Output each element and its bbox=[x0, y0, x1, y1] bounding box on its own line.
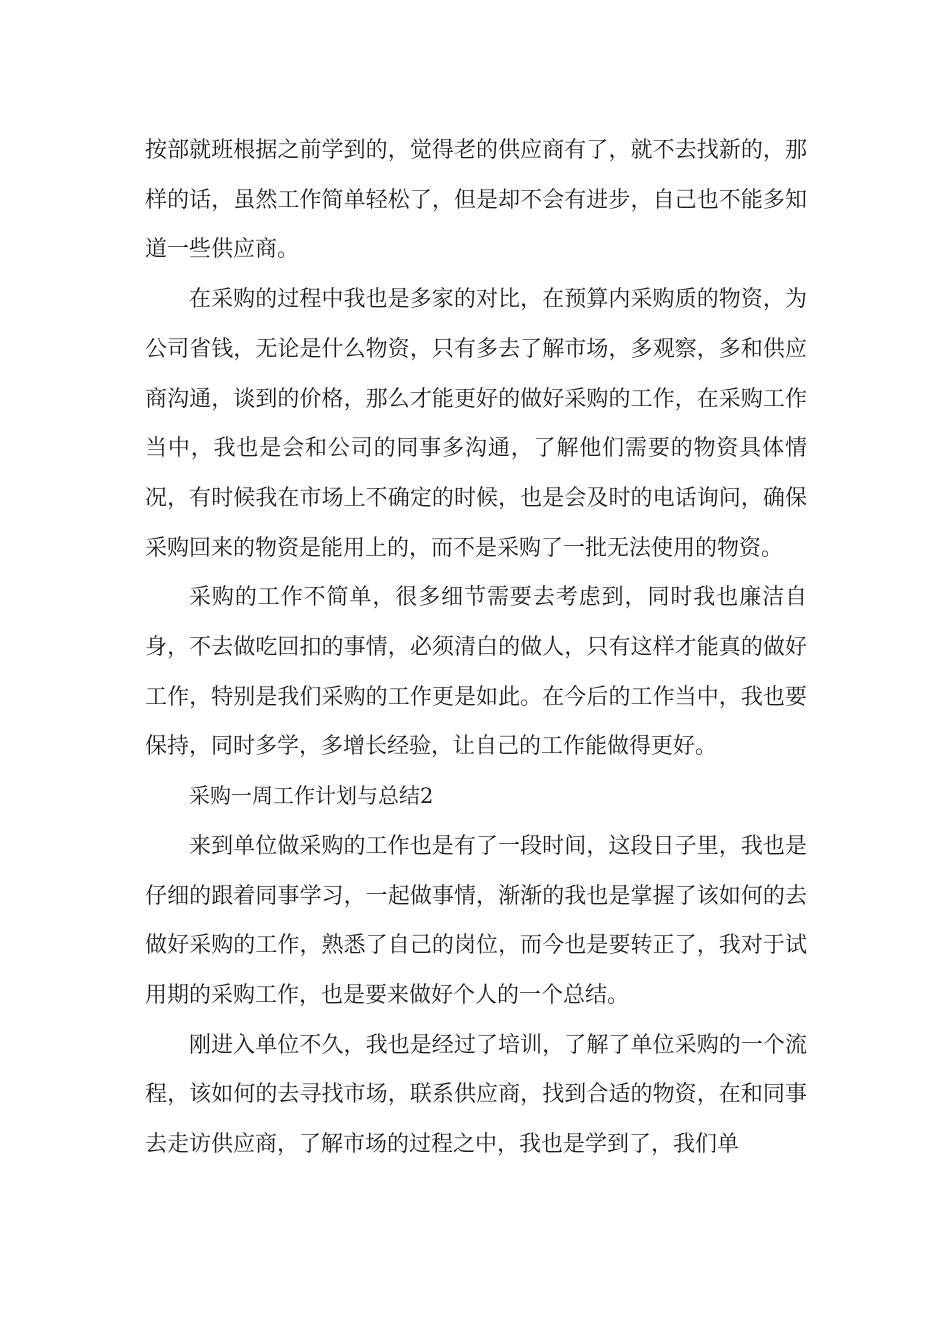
section-heading: 采购一周工作计划与总结2 bbox=[189, 784, 434, 809]
document-body bbox=[145, 126, 807, 1170]
paragraph-probation-intro: 来到单位做采购的工作也是有了一段时间，这段日子里，我也是仔细的跟着同事学习，一起做事情，渐渐的我也是掌握了该如何的去做好采购的工作，熟悉了自己的岗位，而今也是要转正了，我对于试用期的采购工作，也是要来做好个人的一个总结。 bbox=[145, 833, 807, 1008]
paragraph-price-comparison: 在采购的过程中我也是多家的对比，在预算内采购质的物资，为公司省钱，无论是什么物资，只有多去了解市场，多观察，多和供应商沟通，谈到的价格，那么才能更好的做好采购的工作，在采购工作当中，我也是会和公司的同事多沟通，了解他们需要的物资具体情况，有时候我在市场上不确定的时候，也是会及时的电话询问，确保采购回来的物资是能用上的，而不是采购了一批无法使用的物资。 bbox=[145, 287, 807, 561]
paragraph-continued: 按部就班根据之前学到的，觉得老的供应商有了，就不去找新的，那样的话，虽然工作简单轻松了，但是却不会有进步，自己也不能多知道一些供应商。 bbox=[145, 138, 807, 263]
paragraph-integrity: 采购的工作不简单，很多细节需要去考虑到，同时我也廉洁自身，不去做吃回扣的事情，必须清白的做人，只有这样才能真的做好工作，特别是我们采购的工作更是如此。在今后的工作当中，我也要保持，同时多学，多增长经验，让自己的工作能做得更好。 bbox=[145, 585, 807, 760]
paragraph-training: 刚进入单位不久，我也是经过了培训，了解了单位采购的一个流程，该如何的去寻找市场，联系供应商，找到合适的物资，在和同事去走访供应商，了解市场的过程之中，我也是学到了，我们单 bbox=[145, 1032, 807, 1158]
